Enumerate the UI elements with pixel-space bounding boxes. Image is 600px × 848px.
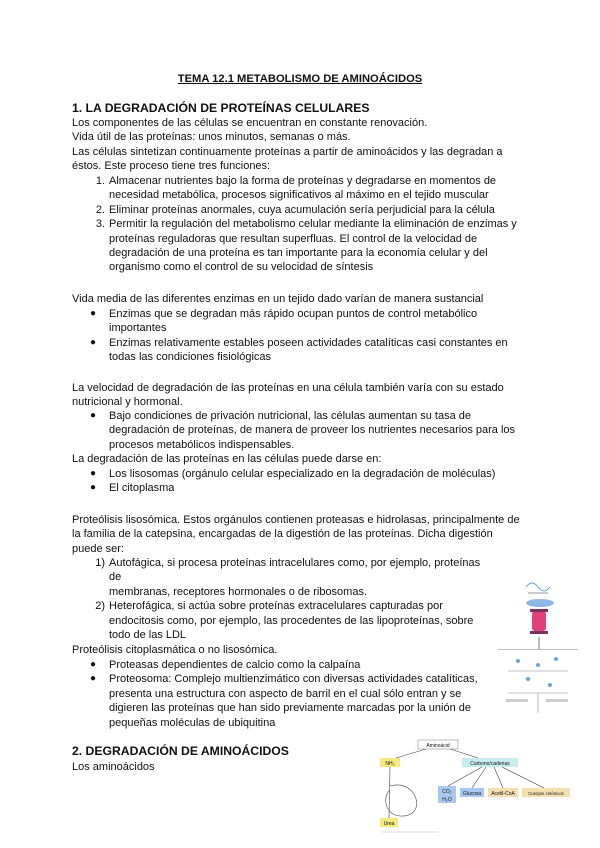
speed-list: [90, 409, 539, 452]
list-item: [95, 217, 539, 275]
text-line: digieren las proteínas que han sido previamente marcadas por la unión de: [109, 702, 472, 715]
text-line: todo de las LDL: [109, 629, 187, 642]
text-line: Heterofágica, si actúa sobre proteínas extracelulares capturadas por: [109, 600, 443, 613]
text-line: La velocidad de degradación de las proteínas en una célula también varía con su estado: [72, 382, 504, 394]
proteasome-cap: [530, 631, 548, 634]
list-item: [95, 556, 489, 599]
bullet-icon: ●: [90, 659, 97, 670]
co2-label: CO₂: [442, 789, 452, 795]
text-line: La degradación de las proteínas en las células puede darse en:: [72, 453, 382, 465]
bullet-icon: ●: [90, 468, 97, 479]
label-placeholder: [546, 699, 568, 702]
list-number: 2): [95, 600, 105, 613]
list-item: [90, 307, 539, 336]
list-item: [90, 672, 489, 730]
text-line: importantes: [109, 322, 167, 335]
arrow: [450, 749, 478, 758]
list-item: [90, 336, 539, 365]
list-number: 1): [95, 557, 105, 569]
text-line: Eliminar proteínas anormales, cuya acumulación sería perjudicial para la célula: [109, 203, 495, 216]
text-line: necesidad metabólica, procesos significativos al máximo en el tejido muscular: [109, 189, 489, 202]
arrow: [396, 749, 426, 758]
bullet-icon: ●: [90, 336, 97, 348]
text-line: Proteólisis lisosómica. Estos orgánulos contienen proteasas e hidrolasas, principalmente de: [72, 514, 520, 526]
text-line: la familia de la catepsina, encargadas de la digestión de las proteínas. Dicha digestión: [72, 528, 493, 541]
arrow: [472, 767, 486, 788]
text-line: éstos. Este proceso tiene tres funciones:: [72, 160, 271, 173]
text-line: Enzimas que se degradan más rápido ocupan puntos de control metabólico: [109, 308, 478, 320]
urea-cycle-loop: [386, 785, 417, 816]
text-line: Vida útil de las proteínas: unos minutos, semanas o más.: [72, 131, 351, 144]
list-item: [90, 481, 539, 495]
text-line: Proteosoma: Complejo multienzimático con diversas actividades catalíticas,: [109, 673, 478, 686]
text-line: todas las condiciones fisiológicas: [109, 351, 272, 364]
h2o-label: H₂O: [442, 797, 452, 803]
document-title: TEMA 12.1 METABOLISMO DE AMINOÁCIDOS: [177, 73, 423, 85]
text-line: organismo como el control de su velocidad de síntesis: [109, 261, 374, 274]
text-line: Los componentes de las células se encuentran en constante renovación.: [72, 117, 428, 129]
text-line: puede ser:: [72, 542, 124, 555]
bullet-icon: ●: [90, 482, 97, 494]
list-number: 2.: [95, 203, 105, 216]
arrow: [389, 767, 390, 818]
text-line: Los aminoácidos: [72, 761, 155, 773]
lysosomal-types-list: [95, 556, 489, 642]
bullet-icon: ●: [90, 410, 97, 421]
text-line: Las células sintetizan continuamente proteínas a partir de aminoácidos y las degradan a: [72, 145, 503, 158]
arrow: [502, 767, 544, 788]
list-item: [95, 599, 489, 642]
text-line: Los lisosomas (orgánulo celular especializado en la degradación de moléculas): [109, 468, 496, 480]
urea-label: Urea: [383, 821, 395, 827]
divider: [498, 649, 578, 650]
proteasome-barrel: [532, 611, 546, 631]
proteasome-diagram: [488, 575, 588, 725]
text-line: Proteasas dependientes de calcio como la calpaína: [109, 659, 361, 671]
glucose-label: Glucosa: [462, 791, 482, 797]
section-1-heading: 1. LA DEGRADACIÓN DE PROTEÍNAS CELULARES: [72, 101, 370, 115]
text-line: nutricional y hormonal.: [72, 396, 183, 409]
text-line: endocitosis como, por ejemplo, las procedentes de las lipoproteínas, sobre: [109, 614, 474, 627]
arrow: [494, 767, 503, 788]
text-line: Enzimas relativamente estables poseen actividades catalíticas casi constantes en: [109, 336, 508, 349]
label-placeholder: [506, 699, 528, 702]
lysosomal-paragraph: [72, 513, 530, 556]
acetyl-coa-label: Acetil-CoA: [491, 791, 515, 797]
list-item: [90, 409, 539, 452]
text-line: degradación de una proteína es tan importante para la economía celular y del: [109, 247, 488, 260]
bullet-icon: ●: [90, 308, 97, 319]
text-line: pequeñas moléculas de ubiquitina: [109, 716, 276, 729]
arrow: [448, 767, 482, 786]
list-item: [95, 174, 539, 203]
list-item: [90, 467, 539, 481]
amino-acid-label: Aminoácid: [426, 743, 450, 749]
intro-paragraph: [72, 116, 530, 174]
text-line: Almacenar nutrientes bajo la forma de proteínas y degradarse en momentos de: [109, 175, 497, 187]
list-item: [90, 658, 489, 672]
text-line: Vida media de las diferentes enzimas en un tejido dado varían de manera sustancial: [72, 293, 484, 305]
peptide-dot: [526, 677, 530, 681]
list-number: 3.: [95, 218, 105, 231]
text-line: degradación de proteínas, de manera de proveer los nutrientes necesarios para los: [109, 424, 516, 437]
ubiquitin-tag: [526, 599, 554, 607]
peptide-dot: [554, 657, 558, 661]
text-line: presenta una estructura con aspecto de barril en el cual sólo entran y se: [109, 687, 462, 700]
carbon-skeleton-label: Carbono/cadenas: [470, 761, 510, 767]
protein-chain: [526, 583, 550, 591]
text-line: procesos metabólicos indispensables.: [109, 438, 295, 451]
peptide-dot: [536, 663, 540, 667]
text-line: Autofágica, si procesa proteínas intracelulares como, por ejemplo, proteínas de: [109, 557, 481, 584]
text-line: membranas, receptores hormonales o de ribosomas.: [109, 585, 368, 598]
section-2-heading: 2. DEGRADACIÓN DE AMINOÁCIDOS: [72, 744, 289, 758]
text-line: Bajo condiciones de privación nutricional, las células aumentan su tasa de: [109, 410, 471, 422]
text-line: Proteólisis citoplasmática o no lisosómica.: [72, 644, 278, 656]
list-item: [95, 203, 539, 217]
speed-paragraph: [72, 381, 530, 410]
list-number: 1.: [95, 175, 105, 187]
text-line: Permitir la regulación del metabolismo celular mediante la eliminación de enzimas y: [109, 218, 517, 231]
halflife-list: [90, 307, 539, 365]
bullet-icon: ●: [90, 673, 97, 685]
ketone-bodies-label: Cuerpos cetónicos: [528, 791, 564, 796]
location-list: [90, 467, 539, 496]
text-line: El citoplasma: [109, 482, 175, 495]
peptide-dot: [548, 683, 552, 687]
functions-list: [95, 174, 539, 275]
amino-acid-pathway-diagram: [378, 738, 578, 838]
cytoplasmic-list: [90, 658, 489, 730]
peptide-dot: [516, 659, 520, 663]
proteasome-cap: [530, 609, 548, 612]
text-line: proteínas reguladoras que resultan superfluas. El control de la velocidad de: [109, 232, 478, 245]
nh3-label: NH₃: [385, 761, 395, 767]
